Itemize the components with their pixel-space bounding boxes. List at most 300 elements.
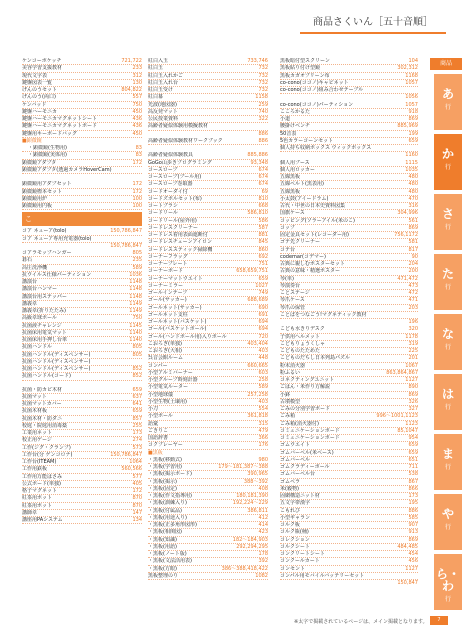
index-entry (22, 495, 142, 502)
index-entry-term: ・黒板(作文指導用) (148, 493, 192, 499)
index-entry (280, 384, 418, 391)
index-entry-pages: 316 (408, 203, 418, 209)
index-entry-term: コードオーダイ付 (148, 188, 188, 195)
index-entry-pages: 980 (258, 456, 268, 463)
index-entry (148, 138, 268, 145)
index-entry-pages: 805 (132, 344, 142, 351)
index-entry (280, 196, 418, 203)
index-entry-term: 黒板整理のり (148, 572, 179, 579)
index-entry-term: 小型電気ルーター (148, 384, 189, 391)
index-entry-term: ゴール(バスケットボール) (148, 326, 207, 333)
index-entry (148, 181, 268, 188)
index-entry-term: 講義卓 (22, 300, 38, 307)
index-entry-term: 小型グループ時刻計器 (148, 377, 198, 383)
index-entry-term: 米(穀物) (280, 485, 299, 492)
index-entry (280, 392, 418, 399)
index-entry (148, 471, 268, 478)
index-entry (148, 239, 268, 246)
index-entry-pages: 315 (258, 420, 268, 427)
index-entry-term: 小太鼓(アイードラム) (280, 195, 329, 202)
index-entry-pages: 255 (132, 422, 142, 429)
index-entry-term: 古典に親しむポスターセット (280, 261, 345, 267)
index-entry-pages: 557 (132, 94, 142, 101)
index-entry (22, 109, 142, 116)
index-entry (148, 515, 268, 522)
index-entry-term: 語彙 (148, 420, 159, 427)
index-entry-term: コアラモップハンガー (22, 250, 72, 256)
index-entry-term: ゴムバーベル(米ベース) (280, 449, 334, 456)
index-entry (148, 537, 268, 544)
index-entry (22, 330, 142, 337)
index-entry (22, 366, 142, 373)
index-entry (22, 203, 142, 210)
index-entry-pages: 201 (408, 355, 418, 362)
index-entry-term: コードリール (148, 210, 178, 217)
index-entry (148, 203, 268, 210)
index-entry (148, 500, 268, 507)
index-entry-pages: 403 (258, 398, 268, 405)
kana-tab-suffix: 行 (444, 224, 451, 231)
index-entry-pages: 1035 (405, 166, 418, 173)
kana-tab-letter: さ (441, 207, 454, 221)
index-entry (148, 102, 268, 109)
index-entry-pages: 150,786,847 (110, 451, 142, 458)
index-entry-term: ゴテ先クリーナー (280, 239, 321, 246)
index-entry-pages: 386〜388,418,422 (221, 565, 268, 572)
index-entry-pages: 1115 (405, 159, 418, 166)
index-entry-pages: 586,810 (247, 210, 268, 217)
index-entry (280, 239, 418, 246)
index-entry (280, 145, 418, 152)
kana-tab[interactable] (434, 374, 462, 430)
index-entry-pages: 869 (408, 391, 418, 398)
index-entry (148, 435, 268, 442)
index-entry-pages: 867 (408, 478, 418, 485)
index-entry-term: codemar(コデマー) (280, 253, 326, 260)
index-entry (148, 450, 268, 457)
index-entry-term: こもれび (280, 507, 301, 514)
index-entry (280, 247, 418, 254)
index-entry (22, 359, 142, 366)
index-entry-pages: 870 (132, 502, 142, 509)
index-entry-term: 公式ボード(単独) (22, 480, 61, 487)
index-entry-pages: 1067 (405, 362, 418, 369)
kana-tab[interactable] (434, 434, 462, 490)
index-entry (280, 428, 418, 435)
index-entry (22, 401, 142, 408)
index-entry (148, 210, 268, 217)
kana-tab-letter: は (441, 387, 454, 401)
index-entry-pages: 471,472 (397, 275, 418, 282)
index-entry-term: ゴールインテープ (148, 290, 188, 296)
index-entry-pages: 1149 (129, 308, 142, 314)
index-entry-pages: 1148 (129, 293, 142, 300)
index-entry-pages: 1178 (405, 333, 418, 340)
index-entry (22, 65, 142, 72)
index-entry-term: 講演台用ステッパー (22, 293, 67, 300)
index-entry-term: 小型地球儀 (148, 391, 174, 398)
index-entry (148, 544, 268, 551)
index-entry (280, 152, 418, 159)
index-entry (22, 437, 142, 444)
index-entry-term: 粉ふるい (280, 369, 301, 376)
index-entry-pages: 658,659,751 (236, 268, 268, 275)
index-entry-pages: 863,864,867 (386, 369, 418, 376)
kana-tab[interactable] (434, 194, 462, 250)
index-entry-term: 美容学習支援教材 (22, 65, 63, 72)
index-entry (148, 348, 268, 355)
index-entry-pages: 172 (132, 488, 142, 494)
index-entry-pages: 674 (258, 174, 268, 180)
index-entry (148, 116, 268, 123)
index-entry-term: 呉音会館ルーム (148, 355, 184, 362)
index-entry-term: 抗菌床用手押し台車 (22, 337, 68, 343)
index-entry-pages: 659 (132, 386, 142, 393)
index-entry-term: ・黒板(掲示ボード) (148, 471, 192, 478)
index-entry-pages: 405 (132, 480, 142, 487)
index-entry-term: 高齢者疑似体験用模擬教材 (148, 123, 209, 130)
index-entry-term: 個人用ロッカー (280, 166, 315, 173)
index-entry-pages: 1056 (405, 94, 418, 101)
index-entry-term: こおろぎ(大相) (148, 348, 182, 354)
index-entry (148, 406, 268, 413)
index-entry-term: コンクールカート (280, 558, 320, 565)
index-entry-pages: 327 (408, 406, 418, 412)
index-entry-pages: 732 (258, 79, 268, 86)
index-entry-term: 小道 (280, 116, 291, 122)
index-entry (280, 210, 418, 217)
kana-tab[interactable] (434, 554, 462, 610)
index-entry (148, 363, 268, 370)
index-entry (280, 261, 418, 268)
kana-tab[interactable] (434, 314, 462, 370)
index-entry (280, 123, 418, 130)
index-entry (148, 218, 268, 225)
index-entry-pages: 274 (132, 437, 142, 444)
index-entry-pages: 225 (408, 348, 418, 354)
index-entry (280, 102, 418, 109)
index-entry (280, 319, 418, 326)
index-entry (148, 261, 268, 268)
index-entry (280, 558, 418, 565)
index-entry-pages: 473 (408, 282, 418, 289)
index-entry-term: 抗菌木材板 (22, 408, 48, 415)
index-entry-term: コレクション (280, 536, 310, 543)
index-entry-term: コーナーフラッグ (148, 253, 188, 260)
index-entry-pages: 320 (408, 326, 418, 333)
index-entry-pages: 857 (132, 415, 142, 422)
index-entry-pages: 694 (258, 319, 268, 325)
index-entry (148, 268, 268, 275)
index-entry-pages: 480 (408, 174, 418, 180)
index-entry-term: 粉末消火器 (280, 362, 306, 369)
index-entry-term: 五文字帯漢字 (280, 500, 311, 507)
index-entry-pages: 751 (258, 261, 268, 267)
index-entry-pages: 750 (132, 315, 142, 322)
index-entry-pages: 178 (258, 551, 268, 557)
index-entry (280, 138, 418, 145)
index-entry (22, 250, 142, 257)
index-entry (22, 452, 142, 459)
index-entry (22, 294, 142, 301)
index-entry-pages: 1140 (129, 337, 142, 343)
index-entry-pages: 720 (258, 333, 268, 340)
index-entry-term: 古典の意味・精選ポスター (280, 268, 341, 275)
index-entry-pages: 1127 (405, 565, 418, 572)
index-entry-pages (417, 573, 418, 579)
index-entry-pages: 180,181,390 (236, 493, 268, 499)
index-entry (280, 232, 418, 239)
index-entry-pages: 1027 (255, 282, 268, 289)
index-entry (22, 286, 142, 293)
index-entry-term: ゴール(サッカー) (148, 297, 187, 304)
index-entry-term: 黒板カガオプリーン布 (280, 72, 330, 79)
index-entry-term: 公民授業資料 (148, 116, 179, 122)
index-entry-term: ・黒板(移動式) (148, 456, 182, 463)
index-entry-term: こどものだちし日本列島パズル (280, 355, 351, 362)
index-entry-term: 顕微鏡用炉 (22, 195, 48, 202)
index-entry-term: co-cono(ココノ)キャビネット (280, 79, 349, 86)
index-entry (22, 265, 142, 272)
index-entry (280, 580, 418, 587)
index-entry-term: 顕微鏡アダプタ(透過カメラHoverCam) (22, 166, 112, 173)
index-entry-term: コードレスクリーナー (148, 224, 198, 231)
index-entry-term: 固網構造ニット材 (280, 493, 320, 499)
index-entry-term: 固定金具セット(レコーダー用) (280, 232, 349, 238)
index-entry-term: コルク瓶(桶) (280, 529, 309, 536)
index-entry-term: ・黒板(文法活用表) (148, 558, 192, 565)
index-entry (148, 457, 268, 464)
index-entry-pages: 233 (132, 65, 142, 72)
index-entry (148, 319, 268, 326)
index-entry (148, 131, 268, 138)
index-entry-pages: 1148 (129, 286, 142, 293)
index-entry (22, 272, 142, 279)
index-entry (148, 428, 268, 435)
index-entry-term: ・黒板(用途入り) (148, 514, 187, 521)
index-entry-pages: 589 (258, 384, 268, 391)
index-entry-term: 鍵盤用キーボードバッグ (22, 130, 77, 137)
index-entry (280, 500, 418, 507)
index-entry-term: 小刀 (148, 406, 159, 412)
index-entry-term: 工作台(ITEAM) (22, 459, 57, 465)
index-entry-pages: 1057 (405, 101, 418, 108)
index-entry (280, 218, 418, 225)
index-entry (148, 421, 268, 428)
index-entry-term: コートブラシ (148, 203, 178, 209)
index-entry-pages: 259 (258, 101, 268, 108)
index-entry (280, 283, 418, 290)
kana-tab-suffix: 行 (444, 284, 451, 291)
index-entry (148, 529, 268, 536)
index-entry-pages: 312 (132, 72, 142, 79)
index-column-2 (148, 58, 268, 580)
index-entry-term: 校正用ゲージ (22, 437, 52, 444)
index-entry (148, 109, 268, 116)
kana-tab[interactable] (434, 134, 462, 190)
index-entry-term: 紅白幕 (148, 94, 164, 101)
index-entry-pages: 587 (258, 224, 268, 231)
kana-tab-letter: あ (441, 87, 454, 101)
index-entry (280, 341, 418, 348)
index-entry-pages (267, 145, 268, 152)
index-entry-pages: 173 (132, 430, 142, 436)
index-entry-pages (417, 87, 418, 93)
index-entry-term: co-cono(ココノ)パーティション (280, 101, 354, 108)
index-entry (22, 416, 142, 423)
index-entry (22, 123, 142, 130)
index-entry (280, 348, 418, 355)
index-entry-term: コップ (280, 224, 295, 231)
index-entry-pages: 869 (408, 224, 418, 231)
index-entry-pages: 392 (258, 558, 268, 565)
index-entry (148, 87, 268, 94)
index-entry-pages: 756,1172 (394, 232, 418, 238)
index-entry-pages: 1057 (405, 79, 418, 86)
index-entry (22, 308, 142, 315)
index-column-3 (280, 58, 418, 587)
index-entry (280, 493, 418, 500)
kana-tab[interactable] (434, 74, 462, 130)
kana-tab[interactable] (434, 494, 462, 550)
index-entry (148, 225, 268, 232)
index-entry-pages: 660,665 (247, 362, 268, 369)
index-entry-pages: 890 (408, 384, 418, 391)
index-entry-pages (141, 167, 142, 173)
kana-tab-letter: ま (441, 447, 454, 461)
index-entry (22, 517, 142, 524)
index-entry-term: ごみ箱 (280, 413, 296, 420)
index-entry-pages: 659 (408, 442, 418, 449)
index-entry (280, 399, 418, 406)
index-entry-pages: 366 (258, 435, 268, 441)
kana-index-tabs (434, 58, 462, 610)
index-entry-term: ごはん・米作り方解説 (280, 384, 331, 391)
index-entry (22, 243, 142, 250)
index-entry-pages: 804,822 (121, 87, 142, 93)
index-entry-term: 50音表 (280, 130, 297, 137)
index-entry (22, 167, 142, 174)
index-entry (22, 174, 142, 181)
kana-tab-suffix: 行 (444, 164, 451, 171)
index-entry (280, 450, 418, 457)
tabs-top-label: 商品 (430, 58, 462, 70)
index-entry-pages (417, 145, 418, 151)
index-entry-term: 顕微鏡標本セット (22, 188, 63, 195)
index-entry-pages: 179〜181,387〜388 (218, 464, 268, 470)
index-entry (280, 225, 418, 232)
kana-tab-letter: や (441, 507, 454, 521)
index-entry-pages: 1158 (255, 94, 268, 101)
index-entry (280, 522, 418, 529)
index-entry-term: 五線ベルト(黒表用) (280, 181, 324, 188)
index-entry (280, 268, 418, 275)
index-entry-term: 格子マグネット (22, 488, 57, 494)
index-entry-term: ・顕微鏡(生物用) (28, 145, 67, 151)
index-entry (22, 373, 142, 380)
index-entry-pages: 668 (258, 203, 268, 209)
index-entry (148, 566, 268, 573)
index-entry-pages: 200 (408, 268, 418, 275)
index-entry (280, 276, 418, 283)
index-entry (22, 58, 142, 65)
index-entry (148, 167, 268, 174)
index-entry-term: 紅茶用ポット (22, 502, 53, 509)
index-entry (148, 152, 268, 159)
index-entry (148, 189, 268, 196)
index-entry-pages: 1149 (129, 300, 142, 307)
index-entry-pages: 637 (132, 393, 142, 400)
index-entry (148, 232, 268, 239)
index-entry-pages: 83 (135, 152, 142, 159)
index-entry-term: 琴演奏台 (280, 282, 301, 289)
index-entry-term: コミュニケーションボード (280, 427, 340, 434)
index-entry-term: 抗菌マットカバー (22, 401, 62, 407)
index-entry (22, 73, 142, 80)
index-entry-term: ・黒板(ノート版) (148, 551, 187, 557)
index-entry (148, 508, 268, 515)
index-entry-term: 碁石 (22, 257, 33, 264)
index-entry-pages: 918 (408, 108, 418, 115)
index-entry-term: ゴムベラ (280, 478, 301, 485)
index-entry-pages: 692 (258, 253, 268, 260)
index-entry (280, 537, 418, 544)
index-entry-pages: 805 (132, 250, 142, 256)
index-entry (22, 145, 142, 152)
index-entry (22, 160, 142, 167)
index-entry (148, 326, 268, 333)
kana-tab-suffix: 行 (444, 596, 451, 603)
index-entry-term: 高反発マット (148, 108, 178, 115)
index-entry (22, 131, 142, 138)
index-entry-pages: 69 (261, 188, 268, 195)
index-entry-term: 顕微鏡用円板 (22, 203, 53, 209)
index-entry-pages (417, 312, 418, 318)
index-entry-term: 抗ウイルス仕様パーティション (22, 271, 92, 278)
index-entry (22, 228, 142, 235)
index-entry (280, 174, 418, 181)
index-entry-term: ・黒板(学習用) (148, 464, 182, 470)
index-entry-pages: 403 (258, 348, 268, 354)
index-entry-term: 鍵盤図表一覧 (22, 79, 53, 86)
index-entry (280, 413, 418, 420)
index-entry-term: 鍵盤ハーモニカマグネットボード (22, 123, 97, 130)
index-entry (280, 58, 418, 65)
index-entry-term: 工作用万能はさみ (22, 473, 63, 480)
index-entry-pages: 659 (132, 408, 142, 415)
index-entry (22, 301, 142, 308)
index-entry-term: コルクシート (280, 543, 310, 550)
index-entry-term: 抗菌液チャレンジ (22, 322, 62, 329)
index-entry (148, 399, 268, 406)
index-entry-term: 5色カラーコーンセット (280, 137, 334, 144)
kana-tab[interactable] (434, 254, 462, 310)
kana-tab-suffix: 行 (444, 404, 451, 411)
index-entry (148, 384, 268, 391)
index-entry-pages: 869 (408, 536, 418, 543)
index-entry-pages: 361,818 (247, 413, 268, 420)
index-entry-pages (141, 236, 142, 242)
index-entry-pages: 852 (132, 373, 142, 380)
index-entry-term: 講義卓(折りたたみ) (22, 308, 66, 314)
index-entry-pages: 403,404 (247, 340, 268, 347)
index-entry (280, 573, 418, 580)
index-entry-term: 光波(地図器) (148, 101, 177, 108)
index-entry-term: コッピング(ソラーアイル(米のこ) (280, 217, 355, 224)
index-entry-term: 工作(ジグ・クランプ) (22, 444, 71, 451)
index-entry-term: こどものたためた (280, 348, 321, 354)
index-entry-pages: 322 (258, 116, 268, 122)
